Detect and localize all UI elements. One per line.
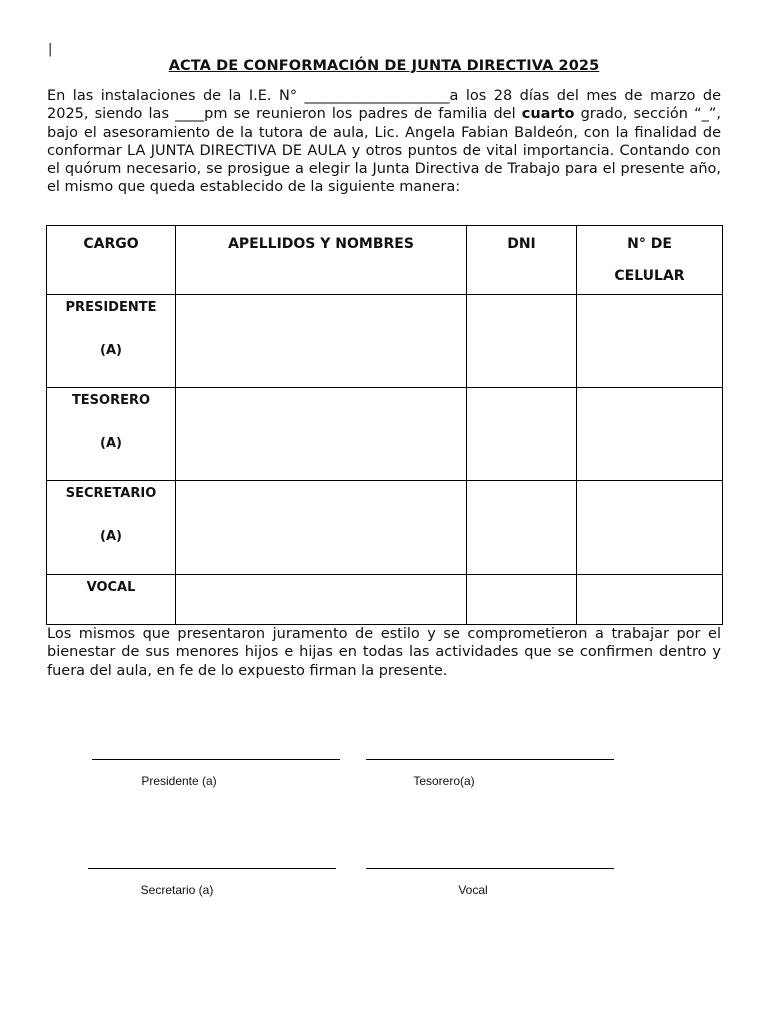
nombres-cell bbox=[176, 481, 467, 575]
document-title: ACTA DE CONFORMACIÓN DE JUNTA DIRECTIVA 2025 bbox=[168, 58, 600, 74]
signature-label-tesorero: Tesorero(a) bbox=[413, 774, 475, 788]
signature-label-presidente: Presidente (a) bbox=[141, 774, 217, 788]
intro-paragraph bbox=[47, 87, 721, 197]
signature-label-secretario: Secretario (a) bbox=[140, 883, 214, 897]
signature-line-secretario bbox=[88, 868, 336, 869]
signature-line-presidente bbox=[92, 759, 340, 760]
nombres-cell bbox=[176, 575, 467, 625]
celular-cell bbox=[577, 295, 723, 388]
board-table bbox=[46, 225, 723, 625]
table-row-presidente bbox=[47, 295, 723, 388]
cargo-cell: TESORERO (A) bbox=[47, 388, 176, 481]
celular-cell bbox=[577, 481, 723, 575]
nombres-cell bbox=[176, 295, 467, 388]
intro-text-2: grado, sección “_”, bajo el asesoramiento de la tutora de aula, Lic. Angela Fabian Baldeón, con la finalidad de conformar LA JUNTA DIRECTIVA DE AULA y otros puntos de vital importancia. Contando con el quórum necesario, se prosigue a elegir la Junta Directiva de Trabajo para el presente año, el mismo que queda establecido de la siguiente manera: bbox=[47, 106, 721, 196]
dni-cell bbox=[467, 388, 577, 481]
celular-cell bbox=[577, 388, 723, 481]
dni-cell bbox=[467, 575, 577, 625]
dni-cell bbox=[467, 295, 577, 388]
cargo-cell: VOCAL bbox=[47, 575, 176, 625]
table-row-tesorero bbox=[47, 388, 723, 481]
celular-cell bbox=[577, 575, 723, 625]
table-header-row bbox=[47, 226, 723, 295]
header-cargo: CARGO bbox=[47, 226, 176, 295]
header-nombres: APELLIDOS Y NOMBRES bbox=[176, 226, 467, 295]
nombres-cell bbox=[176, 388, 467, 481]
cargo-cell: SECRETARIO (A) bbox=[47, 481, 176, 575]
header-celular: N° DE CELULAR bbox=[577, 226, 723, 295]
text-cursor: | bbox=[48, 42, 53, 57]
signature-line-tesorero bbox=[366, 759, 614, 760]
closing-paragraph: Los mismos que presentaron juramento de estilo y se comprometieron a trabajar por el bienestar de sus menores hijos e hijas en todas las actividades que se confirmen dentro y fuera del aula, en fe de lo expuesto firman la presente. bbox=[47, 626, 721, 679]
intro-grade-bold: cuarto bbox=[521, 106, 575, 123]
cargo-cell: PRESIDENTE (A) bbox=[47, 295, 176, 388]
dni-cell bbox=[467, 481, 577, 575]
header-dni: DNI bbox=[467, 226, 577, 295]
signature-label-vocal: Vocal bbox=[458, 883, 488, 897]
signature-line-vocal bbox=[366, 868, 614, 869]
table-row-secretario bbox=[47, 481, 723, 575]
table-row-vocal bbox=[47, 575, 723, 625]
intro-text-1: En las instalaciones de la I.E. N° ____________________a los 28 días del mes de marzo de 2025, siendo las ____pm se reunieron los padres de familia del bbox=[47, 88, 721, 123]
